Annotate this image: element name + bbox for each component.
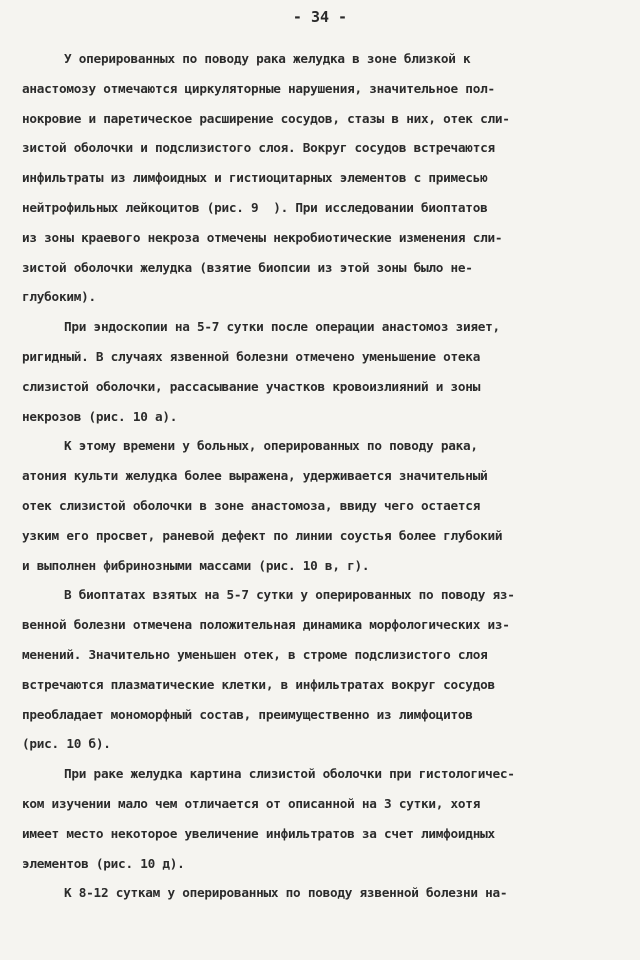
text-line: из зоны краевого некроза отмечены некробиотические изменения сли- xyxy=(22,229,503,245)
text-line: элементов (рис. 10 д). xyxy=(22,855,185,871)
text-line: атония культи желудка более выражена, удерживается значительный xyxy=(22,468,488,484)
text-line: отек слизистой оболочки в зоне анастомоза, ввиду чего остается xyxy=(22,497,481,513)
text-line: зистой оболочки желудка (взятие биопсии из этой зоны было не- xyxy=(22,259,473,275)
text-line: К этому времени у больных, оперированных по поводу рака, xyxy=(64,438,478,454)
text-line: анастомозу отмечаются циркуляторные нарушения, значительное пол- xyxy=(22,80,495,96)
text-line: венной болезни отмечена положительная динамика морфологических из- xyxy=(22,617,510,633)
text-line: нейтрофильных лейкоцитов (рис. 9 ). При исследовании биоптатов xyxy=(22,199,488,215)
text-line: При эндоскопии на 5-7 сутки после операции анастомоз зияет, xyxy=(64,319,500,335)
text-line: К 8-12 суткам у оперированных по поводу язвенной болезни на- xyxy=(64,885,508,901)
text-line: некрозов (рис. 10 а). xyxy=(22,408,178,424)
text-line: встречаются плазматические клетки, в инфильтратах вокруг сосудов xyxy=(22,676,495,692)
text-line: зистой оболочки и подслизистого слоя. Вокруг сосудов встречаются xyxy=(22,140,495,156)
text-line: (рис. 10 б). xyxy=(22,736,111,752)
text-line: глубоким). xyxy=(22,289,96,305)
page-number: - 34 - xyxy=(292,8,348,26)
text-line: слизистой оболочки, рассасывание участков кровоизлияний и зоны xyxy=(22,378,481,394)
body-text xyxy=(22,44,612,908)
text-line: ригидный. В случаях язвенной болезни отмечено уменьшение отека xyxy=(22,348,481,364)
text-line: У оперированных по поводу рака желудка в зоне близкой к xyxy=(64,51,471,66)
text-line: нокровие и паретическое расширение сосудов, стазы в них, отек сли- xyxy=(22,110,510,126)
text-line: преобладает мономорфный состав, преимущественно из лимфоцитов xyxy=(22,706,473,722)
text-line: В биоптатах взятых на 5-7 сутки у оперированных по поводу яз- xyxy=(64,587,515,603)
text-line: имеет место некоторое увеличение инфильтратов за счет лимфоидных xyxy=(22,825,495,841)
text-line: инфильтраты из лимфоидных и гистиоцитарных элементов с примесью xyxy=(22,170,488,186)
text-line: менений. Значительно уменьшен отек, в строме подслизистого слоя xyxy=(22,646,488,662)
text-line: узким его просвет, раневой дефект по линии соустья более глубокий xyxy=(22,527,503,543)
text-line: ком изучении мало чем отличается от описанной на 3 сутки, хотя xyxy=(22,795,481,811)
text-line: и выполнен фибринозными массами (рис. 10 в, г). xyxy=(22,557,370,573)
text-line: При раке желудка картина слизистой оболочки при гистологичес- xyxy=(64,766,515,782)
